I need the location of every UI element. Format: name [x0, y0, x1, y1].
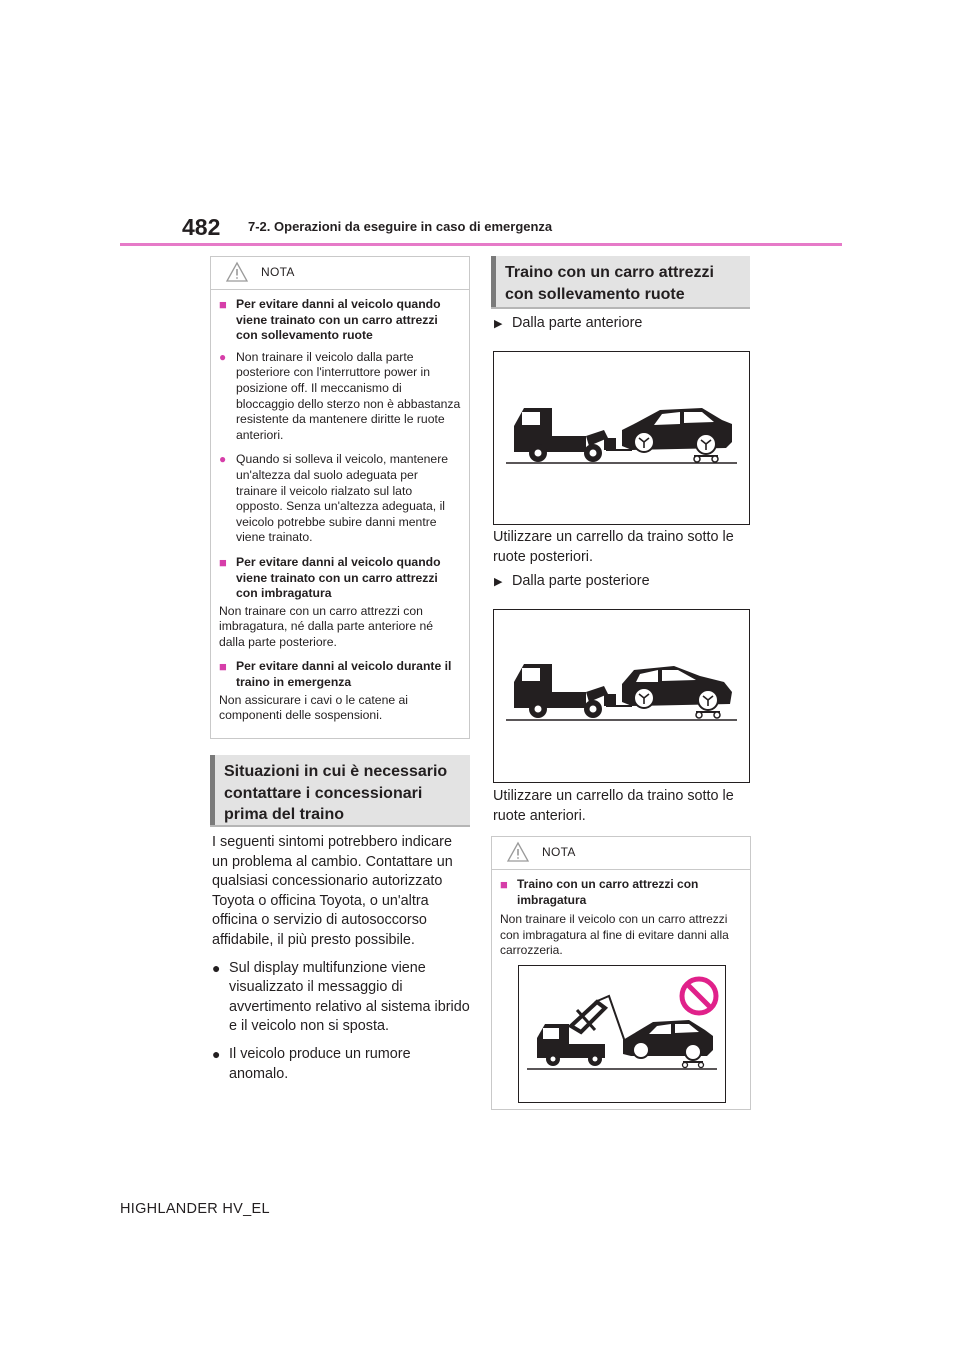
nota-title [219, 659, 461, 690]
front-label-text: Dalla parte anteriore [512, 315, 643, 331]
section-title: 7-2. Operazioni da eseguire in caso di emergenza [248, 219, 553, 234]
heading-text: Situazioni in cui è necessario contattare i concessionari prima del traino [224, 763, 448, 823]
nota-title-text: Per evitare danni al veicolo durante il traino in emergenza [236, 659, 452, 690]
nota-header [211, 257, 469, 290]
nota-paragraph: Non trainare il veicolo con un carro attrezzi con imbragatura al fine di evitare danni alla carrozzeria. [500, 912, 729, 958]
bullet-dot-icon: ● [212, 959, 221, 976]
square-bullet-icon: ■ [219, 297, 227, 312]
nota-title [500, 877, 742, 908]
tow-truck-rear-illustration [494, 610, 749, 782]
circle-bullet-icon: ● [219, 452, 227, 467]
figure-sling-towing-prohibited [518, 965, 726, 1103]
nota-bullet-text: Quando si solleva il veicolo, mantenere un'altezza dal suolo adeguata per trainare il veicolo rialzato sul lato opposto. Senza un'altezza adeguata, il veicolo potrebbe subire danni mentre viene trainato. [236, 452, 449, 545]
section-heading-contact-dealer [210, 755, 470, 825]
nota-title-text: Per evitare danni al veicolo quando viene trainato con un carro attrezzi con sollevamento ruote [236, 297, 441, 343]
nota-title-text: Per evitare danni al veicolo quando viene trainato con un carro attrezzi con imbragatura [236, 554, 441, 601]
nota-label: NOTA [542, 845, 576, 859]
nota-paragraph: Non trainare con un carro attrezzi con imbragatura, né dalla parte anteriore né dalla parte posteriore. [219, 603, 434, 649]
figure-front-towing [493, 351, 750, 525]
symptom-text: Il veicolo produce un rumore anomalo. [229, 1045, 411, 1082]
square-bullet-icon: ■ [219, 554, 227, 570]
left-body [212, 833, 470, 1084]
warning-icon [506, 841, 530, 863]
tow-truck-front-illustration [494, 352, 749, 524]
nota-box-right [491, 836, 751, 1110]
figure-rear-towing [493, 609, 750, 783]
rear-label-text: Dalla parte posteriore [512, 573, 650, 589]
nota-paragraph: Non assicurare i cavi o le catene ai componenti delle sospensioni. [219, 692, 409, 723]
nota-body [211, 290, 469, 724]
heading-underline [491, 307, 750, 309]
square-bullet-icon: ■ [500, 877, 508, 892]
triangle-bullet-icon: ▶ [494, 318, 503, 330]
rear-caption: Utilizzare un carrello da traino sotto le ruote anteriori. [493, 788, 734, 824]
symptom-bullet [212, 1045, 470, 1084]
triangle-bullet-icon: ▶ [494, 576, 503, 588]
rear-label [494, 573, 650, 592]
front-caption: Utilizzare un carrello da traino sotto le ruote posteriori. [493, 529, 734, 565]
nota-header [492, 837, 750, 870]
nota-bullet [219, 452, 461, 546]
intro-paragraph: I seguenti sintomi potrebbero indicare un problema al cambio. Contattare un qualsiasi concessionario autorizzato Toyota o officina Toyota, o un'altra officina o servizio di autosoccorso affidabile, il più presto possibile. [212, 834, 453, 948]
symptom-bullet [212, 959, 470, 1037]
nota-title [219, 297, 461, 344]
nota-bullet-text: Non trainare il veicolo dalla parte posteriore con l'interruttore power in posizione off. Il meccanismo di bloccaggio dello sterzo non è abbastanza resistente da mantenere diritte le ruote anteriori. [236, 349, 461, 442]
page-number: 482 [182, 214, 221, 240]
nota-box-left [210, 256, 470, 739]
square-bullet-icon: ■ [219, 659, 227, 675]
sling-tow-truck-illustration [519, 966, 725, 1102]
bullet-dot-icon: ● [212, 1045, 221, 1062]
symptom-text: Sul display multifunzione viene visualizzato il messaggio di avvertimento relativo al sistema ibrido e il veicolo non si sposta. [229, 959, 470, 1035]
heading-text: Traino con un carro attrezzi con sollevamento ruote [505, 264, 714, 303]
nota-body [492, 870, 750, 959]
nota-title-text: Traino con un carro attrezzi con imbragatura [517, 877, 699, 907]
circle-bullet-icon: ● [219, 349, 227, 364]
warning-icon [225, 261, 249, 283]
footer-model: HIGHLANDER HV_EL [120, 1201, 270, 1217]
section-heading-wheel-lift [491, 256, 750, 307]
heading-underline [210, 825, 470, 827]
nota-bullet [219, 350, 461, 444]
nota-title [219, 555, 461, 602]
header-rule [120, 243, 842, 246]
front-label [494, 315, 642, 334]
nota-label: NOTA [261, 265, 295, 279]
